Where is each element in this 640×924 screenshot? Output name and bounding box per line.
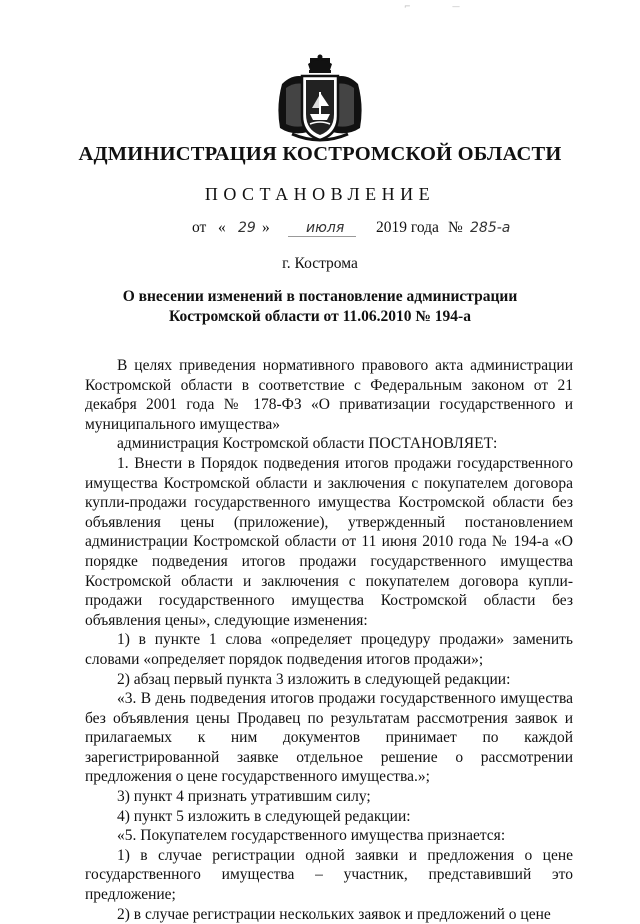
paragraph: 2) в случае регистрации нескольких заявок и предложений о цене: [117, 905, 551, 923]
organization-title: АДМИНИСТРАЦИЯ КОСТРОМСКОЙ ОБЛАСТИ: [78, 143, 562, 165]
paragraph: 1) в случае регистрации одной заявки и предложения о цене государственного имущества – участник, представивший это предложение;: [85, 846, 573, 904]
month-underline: [288, 236, 356, 237]
paragraph: В целях приведения нормативного правового акта администрации Костромской области в соответствие с Федеральным законом от 21 декабря 2001 года № 178-ФЗ «О приватизации государственного и муниципального имущества»: [85, 357, 573, 433]
kostroma-coat-of-arms-icon: [272, 54, 368, 146]
paragraph: 1. Внести в Порядок подведения итогов продажи государственного имущества Костромской области и заключения с покупателем договора купли-продажи государственного имущества Костромской области без объявления цены (приложение), утвержденный постановлением администрации Костромской области от 11 июня 2010 года № 194-а «О порядке подведения итогов продажи государственного имущества Костромской области и заключения с покупателем договора купли-продажи государственного имущества Костромской области без объявления цены», следующие изменения:: [85, 454, 573, 629]
paragraph: 3) пункт 4 признать утратившим силу;: [117, 788, 371, 806]
quote-close: »: [262, 219, 270, 236]
paragraph: «3. В день подведения итогов продажи государственного имущества без объявления цены Продавец по результатам рассмотрения заявок и прилагаемых к ним документов принимает по каждой зарегистрированной заявке отдельное решение о рассмотрении предложения о цене государственного имущества.»;: [85, 690, 573, 786]
scan-artifact: —: [452, 2, 460, 11]
city: г. Кострома: [282, 255, 358, 272]
document-subject: [60, 287, 580, 327]
date-year: 2019 года: [376, 219, 439, 236]
paragraph: 4) пункт 5 изложить в следующей редакции:: [117, 807, 411, 825]
date-number-line: [0, 219, 640, 239]
date-month: июля: [306, 220, 345, 236]
document-body: [85, 356, 573, 924]
paragraph: 1) в пункте 1 слова «определяет процедуру продажи» заменить словами «определяет порядок подведения итогов продажи»;: [85, 631, 573, 668]
number-sign: №: [448, 219, 463, 236]
subject-line: О внесении изменений в постановление администрации: [122, 288, 518, 305]
scan-artifact: ⌐: [404, 2, 411, 11]
document-type: ПОСТАНОВЛЕНИЕ: [204, 184, 436, 204]
quote-open: «: [218, 219, 226, 236]
document-number: 285-а: [470, 220, 511, 236]
date-day: 29: [238, 220, 256, 236]
paragraph: «5. Покупателем государственного имущества признается:: [117, 827, 506, 845]
date-prefix: от: [192, 219, 207, 236]
paragraph: 2) абзац первый пункта 3 изложить в следующей редакции:: [117, 670, 511, 688]
paragraph: администрация Костромской области ПОСТАНОВЛЯЕТ:: [117, 435, 498, 453]
subject-line: Костромской области от 11.06.2010 № 194-а: [169, 308, 471, 325]
